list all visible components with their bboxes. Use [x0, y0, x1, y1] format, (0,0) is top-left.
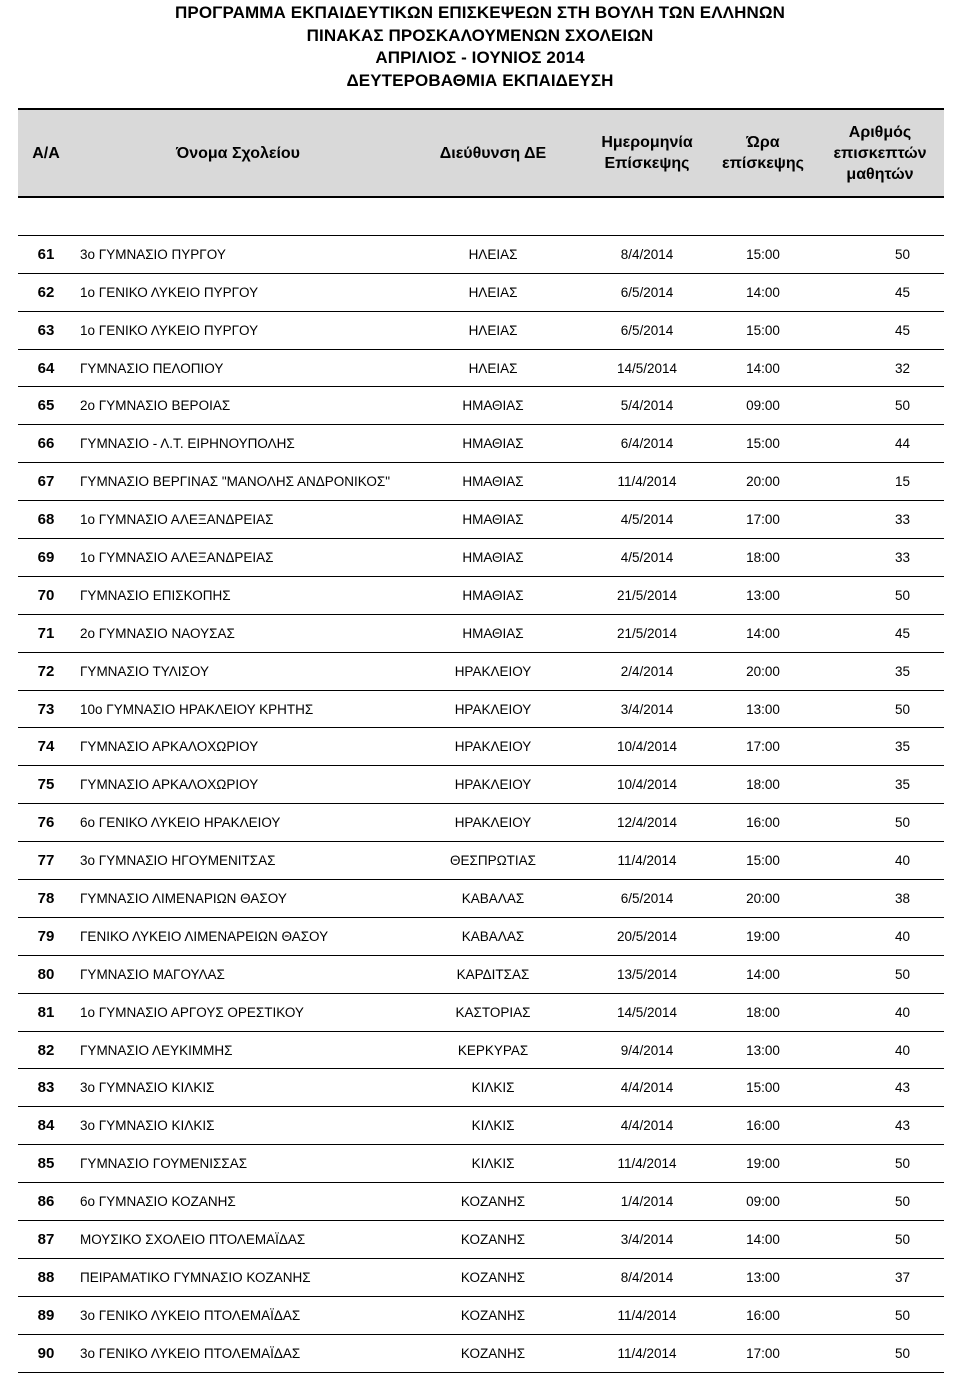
table-row — [18, 311, 944, 349]
student-count: 50 — [816, 1334, 944, 1372]
table-row — [18, 614, 944, 652]
visit-time: 16:00 — [710, 1296, 816, 1334]
table-row — [18, 463, 944, 501]
table-row — [18, 576, 944, 614]
row-number: 80 — [18, 955, 74, 993]
directorate: ΚΙΛΚΙΣ — [402, 1107, 584, 1145]
directorate: ΗΜΑΘΙΑΣ — [402, 576, 584, 614]
schedule-table — [18, 108, 944, 1373]
school-name: 1ο ΓΥΜΝΑΣΙΟ ΑΛΕΞΑΝΔΡΕΙΑΣ — [74, 501, 402, 539]
visit-date: 3/4/2014 — [584, 1221, 710, 1259]
student-count: 50 — [816, 804, 944, 842]
row-number: 78 — [18, 880, 74, 918]
row-number: 62 — [18, 273, 74, 311]
student-count: 50 — [816, 1183, 944, 1221]
visit-date: 10/4/2014 — [584, 728, 710, 766]
directorate: ΚΑΒΑΛΑΣ — [402, 917, 584, 955]
student-count: 40 — [816, 1031, 944, 1069]
table-row — [18, 804, 944, 842]
school-name: 3ο ΓΥΜΝΑΣΙΟ ΚΙΛΚΙΣ — [74, 1069, 402, 1107]
student-count: 40 — [816, 917, 944, 955]
directorate: ΗΜΑΘΙΑΣ — [402, 614, 584, 652]
visit-time: 20:00 — [710, 652, 816, 690]
table-row — [18, 1069, 944, 1107]
student-count: 50 — [816, 1145, 944, 1183]
student-count: 50 — [816, 235, 944, 273]
directorate: ΚΕΡΚΥΡΑΣ — [402, 1031, 584, 1069]
school-name: ΠΕΙΡΑΜΑΤΙΚΟ ΓΥΜΝΑΣΙΟ ΚΟΖΑΝΗΣ — [74, 1258, 402, 1296]
table-row — [18, 1107, 944, 1145]
directorate: ΗΛΕΙΑΣ — [402, 311, 584, 349]
row-number: 69 — [18, 539, 74, 577]
visit-time: 17:00 — [710, 1334, 816, 1372]
directorate: ΗΛΕΙΑΣ — [402, 273, 584, 311]
student-count: 37 — [816, 1258, 944, 1296]
visit-date: 11/4/2014 — [584, 1296, 710, 1334]
school-name: ΓΥΜΝΑΣΙΟ ΛΕΥΚΙΜΜΗΣ — [74, 1031, 402, 1069]
table-header-row — [18, 109, 944, 197]
visit-time: 17:00 — [710, 501, 816, 539]
row-number: 64 — [18, 349, 74, 387]
directorate: ΗΡΑΚΛΕΙΟΥ — [402, 652, 584, 690]
row-number: 84 — [18, 1107, 74, 1145]
title-line: ΠΡΟΓΡΑΜΜΑ ΕΚΠΑΙΔΕΥΤΙΚΩΝ ΕΠΙΣΚΕΨΕΩΝ ΣΤΗ ΒΟΥΛΗ ΤΩΝ ΕΛΛΗΝΩΝ — [175, 3, 785, 22]
row-number: 76 — [18, 804, 74, 842]
directorate: ΚΙΛΚΙΣ — [402, 1145, 584, 1183]
visit-time: 18:00 — [710, 766, 816, 804]
row-number: 63 — [18, 311, 74, 349]
visit-date: 6/5/2014 — [584, 311, 710, 349]
school-name: ΓΥΜΝΑΣΙΟ ΛΙΜΕΝΑΡΙΩΝ ΘΑΣΟΥ — [74, 880, 402, 918]
table-row — [18, 349, 944, 387]
visit-time: 13:00 — [710, 1031, 816, 1069]
visit-date: 11/4/2014 — [584, 463, 710, 501]
student-count: 45 — [816, 614, 944, 652]
directorate: ΗΜΑΘΙΑΣ — [402, 425, 584, 463]
table-row — [18, 917, 944, 955]
student-count: 32 — [816, 349, 944, 387]
row-number: 61 — [18, 235, 74, 273]
title-line: ΔΕΥΤΕΡΟΒΑΘΜΙΑ ΕΚΠΑΙΔΕΥΣΗ — [346, 70, 614, 90]
visit-time: 14:00 — [710, 273, 816, 311]
visit-time: 15:00 — [710, 1069, 816, 1107]
visit-date: 5/4/2014 — [584, 387, 710, 425]
school-name: 1ο ΓΥΜΝΑΣΙΟ ΑΛΕΞΑΝΔΡΕΙΑΣ — [74, 539, 402, 577]
table-row — [18, 690, 944, 728]
directorate: ΗΡΑΚΛΕΙΟΥ — [402, 804, 584, 842]
directorate: ΚΟΖΑΝΗΣ — [402, 1221, 584, 1259]
school-name: 3ο ΓΕΝΙΚΟ ΛΥΚΕΙΟ ΠΤΟΛΕΜΑΪΔΑΣ — [74, 1334, 402, 1372]
student-count: 40 — [816, 842, 944, 880]
visit-time: 18:00 — [710, 539, 816, 577]
header-school: Όνομα Σχολείου — [74, 109, 402, 197]
visit-date: 20/5/2014 — [584, 917, 710, 955]
row-number: 74 — [18, 728, 74, 766]
school-name: 6ο ΓΕΝΙΚΟ ΛΥΚΕΙΟ ΗΡΑΚΛΕΙΟΥ — [74, 804, 402, 842]
directorate: ΚΟΖΑΝΗΣ — [402, 1183, 584, 1221]
student-count: 45 — [816, 273, 944, 311]
table-row — [18, 1145, 944, 1183]
school-name: ΓΥΜΝΑΣΙΟ - Λ.Τ. ΕΙΡΗΝΟΥΠΟΛΗΣ — [74, 425, 402, 463]
directorate: ΘΕΣΠΡΩΤΙΑΣ — [402, 842, 584, 880]
visit-time: 13:00 — [710, 1258, 816, 1296]
table-row — [18, 501, 944, 539]
row-number: 89 — [18, 1296, 74, 1334]
directorate: ΚΑΡΔΙΤΣΑΣ — [402, 955, 584, 993]
visit-time: 09:00 — [710, 1183, 816, 1221]
visit-date: 9/4/2014 — [584, 1031, 710, 1069]
table-row — [18, 652, 944, 690]
visit-date: 8/4/2014 — [584, 235, 710, 273]
school-name: 6ο ΓΥΜΝΑΣΙΟ ΚΟΖΑΝΗΣ — [74, 1183, 402, 1221]
school-name: ΓΥΜΝΑΣΙΟ ΓΟΥΜΕΝΙΣΣΑΣ — [74, 1145, 402, 1183]
school-name: ΓΥΜΝΑΣΙΟ ΤΥΛΙΣΟΥ — [74, 652, 402, 690]
title-line: ΑΠΡΙΛΙΟΣ - ΙΟΥΝΙΟΣ 2014 — [375, 48, 585, 67]
directorate: ΗΛΕΙΑΣ — [402, 235, 584, 273]
row-number: 83 — [18, 1069, 74, 1107]
school-name: 3ο ΓΕΝΙΚΟ ΛΥΚΕΙΟ ΠΤΟΛΕΜΑΪΔΑΣ — [74, 1296, 402, 1334]
visit-date: 21/5/2014 — [584, 576, 710, 614]
table-row — [18, 1334, 944, 1372]
row-number: 86 — [18, 1183, 74, 1221]
visit-date: 11/4/2014 — [584, 1145, 710, 1183]
school-name: ΓΥΜΝΑΣΙΟ ΠΕΛΟΠΙΟΥ — [74, 349, 402, 387]
directorate: ΗΜΑΘΙΑΣ — [402, 387, 584, 425]
header-directorate: Διεύθυνση ΔΕ — [402, 109, 584, 197]
directorate: ΗΛΕΙΑΣ — [402, 349, 584, 387]
student-count: 35 — [816, 766, 944, 804]
row-number: 87 — [18, 1221, 74, 1259]
header-time: Ώρα επίσκεψης — [710, 109, 816, 197]
document-title — [0, 2, 960, 92]
visit-time: 18:00 — [710, 993, 816, 1031]
title-line: ΠΙΝΑΚΑΣ ΠΡΟΣΚΑΛΟΥΜΕΝΩΝ ΣΧΟΛΕΙΩΝ — [306, 25, 654, 45]
visit-date: 4/5/2014 — [584, 501, 710, 539]
table-row — [18, 1258, 944, 1296]
visit-date: 6/5/2014 — [584, 273, 710, 311]
row-number: 67 — [18, 463, 74, 501]
directorate: ΚΙΛΚΙΣ — [402, 1069, 584, 1107]
visit-date: 14/5/2014 — [584, 993, 710, 1031]
school-name: ΓΥΜΝΑΣΙΟ ΑΡΚΑΛΟΧΩΡΙΟΥ — [74, 728, 402, 766]
visit-time: 13:00 — [710, 576, 816, 614]
directorate: ΚΟΖΑΝΗΣ — [402, 1296, 584, 1334]
visit-date: 13/5/2014 — [584, 955, 710, 993]
student-count: 35 — [816, 652, 944, 690]
school-name: ΓΕΝΙΚΟ ΛΥΚΕΙΟ ΛΙΜΕΝΑΡΕΙΩΝ ΘΑΣΟΥ — [74, 917, 402, 955]
visit-time: 19:00 — [710, 917, 816, 955]
row-number: 72 — [18, 652, 74, 690]
school-name: ΜΟΥΣΙΚΟ ΣΧΟΛΕΙΟ ΠΤΟΛΕΜΑΪΔΑΣ — [74, 1221, 402, 1259]
visit-time: 13:00 — [710, 690, 816, 728]
school-name: 3ο ΓΥΜΝΑΣΙΟ ΠΥΡΓΟΥ — [74, 235, 402, 273]
visit-date: 11/4/2014 — [584, 1334, 710, 1372]
school-name: ΓΥΜΝΑΣΙΟ ΕΠΙΣΚΟΠΗΣ — [74, 576, 402, 614]
school-name: ΓΥΜΝΑΣΙΟ ΑΡΚΑΛΟΧΩΡΙΟΥ — [74, 766, 402, 804]
visit-time: 16:00 — [710, 804, 816, 842]
student-count: 40 — [816, 993, 944, 1031]
visit-date: 14/5/2014 — [584, 349, 710, 387]
visit-time: 20:00 — [710, 463, 816, 501]
table-row — [18, 235, 944, 273]
row-number: 77 — [18, 842, 74, 880]
table-row — [18, 539, 944, 577]
visit-date: 3/4/2014 — [584, 690, 710, 728]
directorate: ΗΜΑΘΙΑΣ — [402, 539, 584, 577]
student-count: 44 — [816, 425, 944, 463]
student-count: 15 — [816, 463, 944, 501]
visit-time: 14:00 — [710, 1221, 816, 1259]
table-row — [18, 1221, 944, 1259]
row-number: 88 — [18, 1258, 74, 1296]
student-count: 43 — [816, 1107, 944, 1145]
visit-date: 12/4/2014 — [584, 804, 710, 842]
student-count: 38 — [816, 880, 944, 918]
visit-time: 09:00 — [710, 387, 816, 425]
row-number: 82 — [18, 1031, 74, 1069]
table-row — [18, 273, 944, 311]
row-number: 66 — [18, 425, 74, 463]
table-row — [18, 993, 944, 1031]
school-name: 1ο ΓΥΜΝΑΣΙΟ ΑΡΓΟΥΣ ΟΡΕΣΤΙΚΟΥ — [74, 993, 402, 1031]
directorate: ΚΑΣΤΟΡΙΑΣ — [402, 993, 584, 1031]
table-row — [18, 728, 944, 766]
table-row — [18, 955, 944, 993]
school-name: ΓΥΜΝΑΣΙΟ ΜΑΓΟΥΛΑΣ — [74, 955, 402, 993]
school-name: 1ο ΓΕΝΙΚΟ ΛΥΚΕΙΟ ΠΥΡΓΟΥ — [74, 311, 402, 349]
visit-time: 16:00 — [710, 1107, 816, 1145]
student-count: 50 — [816, 1296, 944, 1334]
table-row — [18, 1183, 944, 1221]
visit-time: 19:00 — [710, 1145, 816, 1183]
table-row — [18, 842, 944, 880]
header-spacer — [18, 197, 944, 235]
table-row — [18, 880, 944, 918]
visit-date: 4/5/2014 — [584, 539, 710, 577]
table-row — [18, 766, 944, 804]
directorate: ΗΡΑΚΛΕΙΟΥ — [402, 766, 584, 804]
row-number: 65 — [18, 387, 74, 425]
student-count: 50 — [816, 955, 944, 993]
school-name: 3ο ΓΥΜΝΑΣΙΟ ΚΙΛΚΙΣ — [74, 1107, 402, 1145]
table-row — [18, 1031, 944, 1069]
visit-date: 6/5/2014 — [584, 880, 710, 918]
row-number: 81 — [18, 993, 74, 1031]
school-name: 10ο ΓΥΜΝΑΣΙΟ ΗΡΑΚΛΕΙΟΥ ΚΡΗΤΗΣ — [74, 690, 402, 728]
school-name: 1ο ΓΕΝΙΚΟ ΛΥΚΕΙΟ ΠΥΡΓΟΥ — [74, 273, 402, 311]
school-name: 2ο ΓΥΜΝΑΣΙΟ ΒΕΡΟΙΑΣ — [74, 387, 402, 425]
visit-time: 15:00 — [710, 235, 816, 273]
student-count: 50 — [816, 1221, 944, 1259]
table-row — [18, 387, 944, 425]
visit-time: 14:00 — [710, 955, 816, 993]
table-row — [18, 1296, 944, 1334]
school-name: 3ο ΓΥΜΝΑΣΙΟ ΗΓΟΥΜΕΝΙΤΣΑΣ — [74, 842, 402, 880]
student-count: 33 — [816, 501, 944, 539]
directorate: ΚΑΒΑΛΑΣ — [402, 880, 584, 918]
row-number: 73 — [18, 690, 74, 728]
header-date: Ημερομηνία Επίσκεψης — [584, 109, 710, 197]
row-number: 71 — [18, 614, 74, 652]
directorate: ΚΟΖΑΝΗΣ — [402, 1258, 584, 1296]
visit-date: 2/4/2014 — [584, 652, 710, 690]
visit-date: 4/4/2014 — [584, 1107, 710, 1145]
visit-time: 17:00 — [710, 728, 816, 766]
visit-date: 11/4/2014 — [584, 842, 710, 880]
visit-time: 15:00 — [710, 311, 816, 349]
row-number: 90 — [18, 1334, 74, 1372]
visit-time: 15:00 — [710, 842, 816, 880]
student-count: 50 — [816, 690, 944, 728]
student-count: 43 — [816, 1069, 944, 1107]
student-count: 45 — [816, 311, 944, 349]
school-name: 2ο ΓΥΜΝΑΣΙΟ ΝΑΟΥΣΑΣ — [74, 614, 402, 652]
student-count: 33 — [816, 539, 944, 577]
row-number: 68 — [18, 501, 74, 539]
header-num: Α/Α — [18, 109, 74, 197]
visit-time: 14:00 — [710, 349, 816, 387]
visit-date: 1/4/2014 — [584, 1183, 710, 1221]
row-number: 85 — [18, 1145, 74, 1183]
table-row — [18, 425, 944, 463]
row-number: 79 — [18, 917, 74, 955]
header-count: Αριθμός επισκεπτών μαθητών — [816, 109, 944, 197]
student-count: 50 — [816, 387, 944, 425]
directorate: ΚΟΖΑΝΗΣ — [402, 1334, 584, 1372]
student-count: 35 — [816, 728, 944, 766]
directorate: ΗΜΑΘΙΑΣ — [402, 501, 584, 539]
visit-time: 20:00 — [710, 880, 816, 918]
visit-date: 4/4/2014 — [584, 1069, 710, 1107]
row-number: 70 — [18, 576, 74, 614]
visit-date: 6/4/2014 — [584, 425, 710, 463]
visit-date: 10/4/2014 — [584, 766, 710, 804]
visit-time: 15:00 — [710, 425, 816, 463]
student-count: 50 — [816, 576, 944, 614]
visit-time: 14:00 — [710, 614, 816, 652]
visit-date: 21/5/2014 — [584, 614, 710, 652]
school-name: ΓΥΜΝΑΣΙΟ ΒΕΡΓΙΝΑΣ "ΜΑΝΟΛΗΣ ΑΝΔΡΟΝΙΚΟΣ" — [74, 463, 402, 501]
directorate: ΗΜΑΘΙΑΣ — [402, 463, 584, 501]
row-number: 75 — [18, 766, 74, 804]
directorate: ΗΡΑΚΛΕΙΟΥ — [402, 690, 584, 728]
directorate: ΗΡΑΚΛΕΙΟΥ — [402, 728, 584, 766]
visit-date: 8/4/2014 — [584, 1258, 710, 1296]
table-body — [18, 235, 944, 1372]
